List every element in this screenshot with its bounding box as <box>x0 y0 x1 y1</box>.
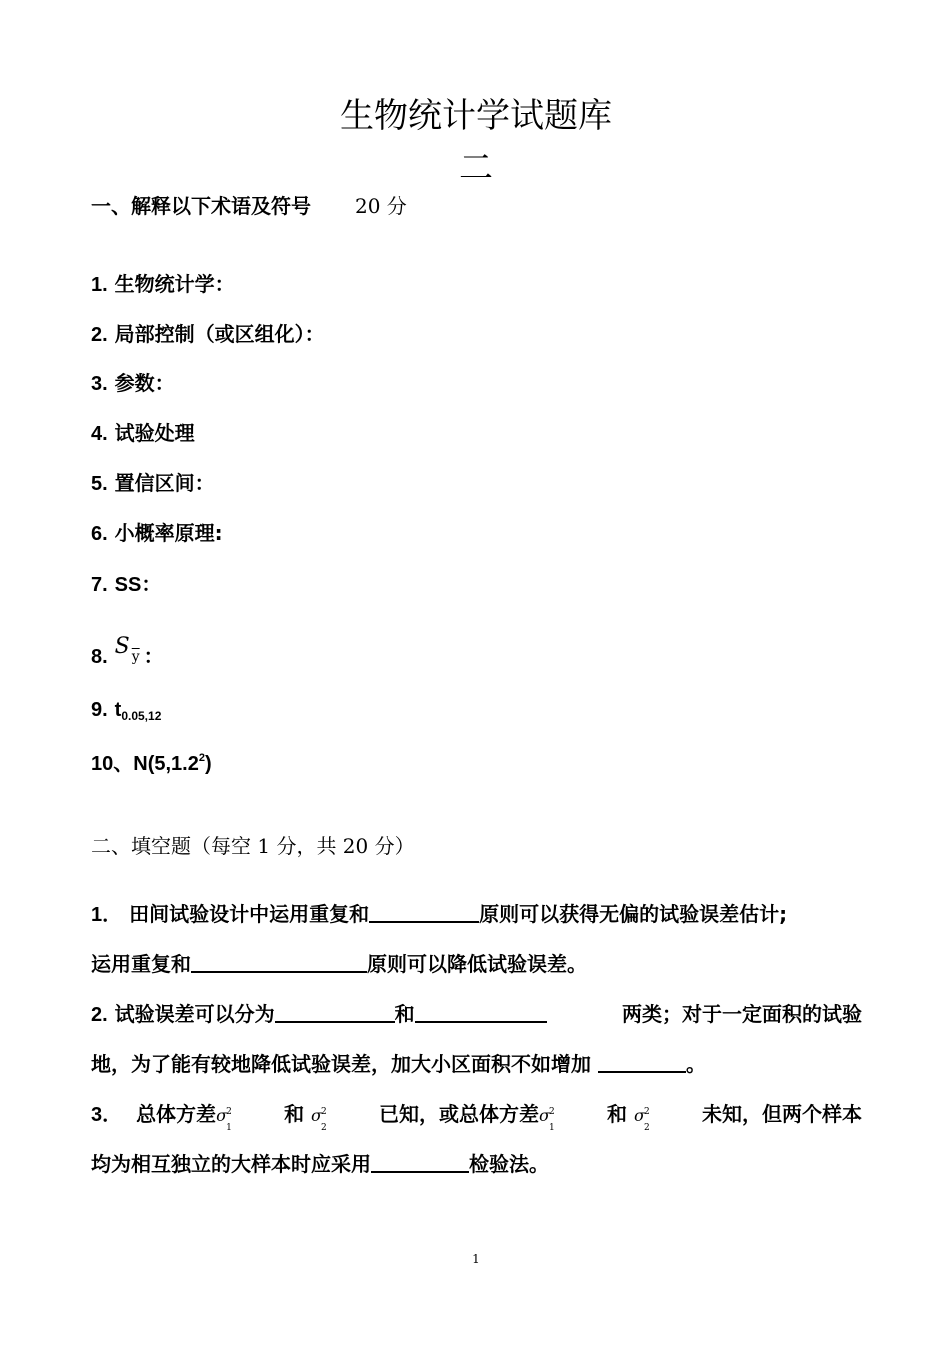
term-number: 3. <box>91 373 108 395</box>
question-2-line-1 <box>91 1000 862 1029</box>
term-item <box>91 270 235 299</box>
term-text: ： <box>143 644 164 668</box>
term-text: SS： <box>114 574 162 596</box>
term-item <box>91 369 175 398</box>
term-number: 2. <box>91 324 108 346</box>
term-superscript: 2 <box>198 752 205 764</box>
question-number: 2. <box>91 1004 108 1026</box>
term-text: ) <box>204 753 212 775</box>
question-1-line-2 <box>91 950 587 978</box>
question-1-line-1 <box>91 900 862 929</box>
question-text: 地，为了能有较地降低试验误差，加大小区面积不如增加 <box>91 1052 591 1076</box>
question-3-line-2 <box>91 1150 549 1178</box>
term-number: 8. <box>91 646 108 668</box>
term-number: 4. <box>91 423 108 445</box>
term-text: 置信区间： <box>114 471 215 495</box>
question-text: 和 <box>284 1102 305 1126</box>
term-number: 5. <box>91 473 108 495</box>
question-text: 原则可以降低试验误差。 <box>367 952 587 976</box>
term-text: 参数： <box>114 371 175 395</box>
question-text: 和 <box>394 1002 415 1026</box>
term-text: 试验处理 <box>114 421 195 445</box>
question-text: 已知，或总体方差 <box>379 1102 540 1126</box>
term-number: 7. <box>91 574 108 596</box>
question-text: 和 <box>607 1102 628 1126</box>
question-text: 。 <box>685 1052 706 1076</box>
section1-heading <box>91 192 407 220</box>
page-subtitle: 二 <box>459 148 493 188</box>
term-text: 生物统计学： <box>114 272 235 296</box>
term-item <box>91 320 325 349</box>
term-item <box>91 744 212 778</box>
term-item <box>91 519 223 548</box>
sigma-2-squared: σ 2 2 <box>634 1106 650 1133</box>
term-item <box>91 634 164 673</box>
symbol-t-subscript: 0.05,12 <box>121 709 162 723</box>
symbol-y-bar: $\overline{y}$ <box>131 649 140 665</box>
term-item <box>91 469 215 498</box>
question-text: 原则可以获得无偏的试验误差估计; <box>479 902 788 926</box>
term-item <box>91 570 161 599</box>
term-number: 10、 <box>91 753 134 775</box>
term-number: 6. <box>91 523 108 545</box>
question-2-line-2 <box>91 1050 706 1078</box>
fill-blank[interactable] <box>371 1151 469 1173</box>
question-number: 3． <box>91 1104 123 1126</box>
term-number: 1. <box>91 274 108 296</box>
question-text: 检验法。 <box>469 1152 549 1176</box>
fill-blank[interactable] <box>598 1051 686 1073</box>
term-item <box>91 419 195 448</box>
section1-score: 20 分 <box>355 194 407 218</box>
question-text: 均为相互独立的大样本时应采用 <box>91 1152 371 1176</box>
sigma-2-squared: σ 2 2 <box>311 1106 327 1133</box>
question-text: 试验误差可以分为 <box>114 1002 275 1026</box>
symbol-s: S <box>114 634 130 659</box>
question-text: 未知，但两个样本 <box>702 1102 862 1126</box>
sigma-1-squared: σ 2 1 <box>539 1106 555 1133</box>
page-number: 1 <box>472 1252 480 1266</box>
question-text: 两类；对于一定面积的试验 <box>622 1002 862 1026</box>
sigma-1-squared: σ 2 1 <box>216 1106 232 1133</box>
section2-heading: 二、填空题（每空 1 分，共 20 分） <box>91 834 415 858</box>
section1-heading-text: 一、解释以下术语及符号 <box>91 194 311 218</box>
page-title: 生物统计学试题库 <box>340 96 612 136</box>
question-text: 运用重复和 <box>91 952 191 976</box>
question-text: 田间试验设计中运用重复和 <box>129 902 370 926</box>
term-item <box>91 695 161 730</box>
term-text: N(5,1.2 <box>133 753 199 775</box>
term-text: 局部控制（或区组化）： <box>114 322 325 346</box>
fill-blank[interactable] <box>415 1001 547 1023</box>
fill-blank[interactable] <box>191 951 367 973</box>
term-text: 小概率原理: <box>114 521 223 545</box>
symbol-t: t <box>114 699 122 721</box>
term-number: 9. <box>91 699 108 721</box>
question-3-line-1 <box>91 1100 862 1133</box>
fill-blank[interactable] <box>275 1001 395 1023</box>
question-number: 1． <box>91 904 123 926</box>
fill-blank[interactable] <box>369 901 479 923</box>
question-text: 总体方差 <box>136 1102 217 1126</box>
